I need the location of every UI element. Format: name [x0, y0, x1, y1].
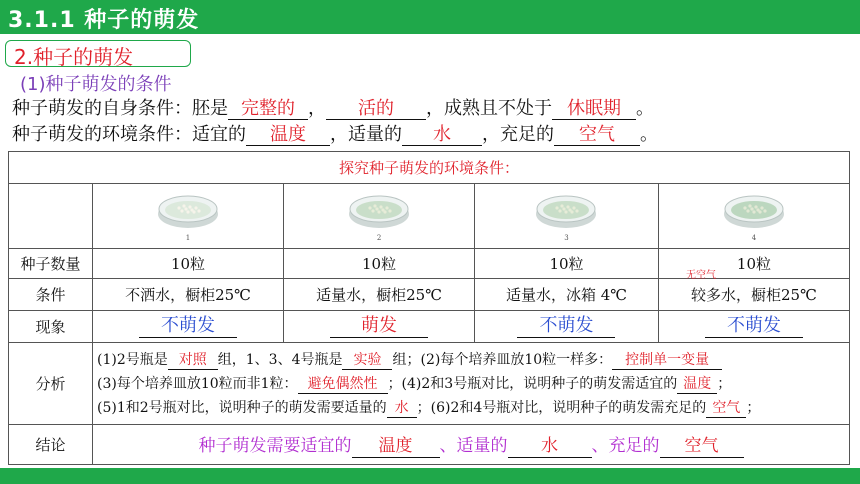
phenomenon-cell: [93, 311, 284, 343]
dish-number: 2: [376, 234, 382, 242]
env-condition-mid1: ，适量的: [330, 124, 402, 145]
phenomenon-value: 萌发: [330, 315, 428, 338]
sep: ，: [308, 98, 326, 119]
analysis-line-2: [97, 372, 845, 396]
section-title-box: [5, 40, 191, 67]
blank-conclusion-water: 水: [508, 435, 592, 458]
env-condition-end: 。: [640, 124, 658, 145]
blank-conclusion-air: 空气: [660, 435, 744, 458]
analysis-text: 组；(2)每个培养皿放10粒一样多：: [392, 351, 613, 368]
blank-air-2: 空气: [706, 399, 746, 418]
dish4-note: 无空气: [686, 270, 716, 281]
count-cell: 10粒: [284, 249, 475, 279]
phenomenon-value: 不萌发: [517, 315, 615, 338]
env-condition-prefix: 种子萌发的环境条件：适宜的: [12, 124, 246, 145]
condition-cell: 适量水，橱柜25℃: [284, 279, 475, 311]
condition-cell: 不洒水，橱柜25℃: [93, 279, 284, 311]
conclusion-part: 、适量的: [439, 436, 508, 456]
self-condition-end: 。: [636, 98, 654, 119]
blank-control: 对照: [168, 351, 218, 370]
blank-conclusion-temperature: 温度: [352, 435, 440, 458]
subtitle: (1)种子萌发的条件: [20, 74, 172, 95]
dish-cell-4: [658, 184, 849, 249]
row-label-condition: 条件: [9, 279, 93, 311]
dish-cell-1: [93, 184, 284, 249]
blank-water: 水: [402, 125, 482, 146]
analysis-text: (1)2号瓶是: [97, 351, 168, 368]
analysis-text: (3)每个培养皿放10粒而非1粒：: [97, 375, 298, 392]
analysis-cell: [93, 343, 850, 425]
conclusion-part: 种子萌发需要适宜的: [198, 436, 352, 456]
blank-water-2: 水: [387, 399, 417, 418]
analysis-line-3: [97, 396, 845, 420]
blank-experiment: 实验: [342, 351, 392, 370]
env-condition-line: [12, 120, 658, 146]
conclusion-text: [199, 436, 744, 456]
row-label-analysis: 分析: [9, 343, 93, 425]
analysis-text: ；: [746, 399, 761, 416]
row-label-conclusion: 结论: [9, 425, 93, 465]
footer-bar: [0, 468, 860, 484]
condition-cell: 适量水，冰箱 4℃: [475, 279, 659, 311]
self-condition-prefix: 种子萌发的自身条件：胚是: [12, 98, 228, 119]
petri-dish-icon: [535, 190, 597, 230]
phenomenon-cell: [658, 311, 849, 343]
blank-temperature: 温度: [246, 125, 330, 146]
blank-single-variable: 控制单一变量: [612, 351, 722, 370]
dish-cell-2: [284, 184, 475, 249]
phenomenon-cell: [475, 311, 659, 343]
analysis-line-1: [97, 348, 845, 372]
blank-alive: 活的: [326, 99, 426, 120]
analysis-text: 组，1、3、4号瓶是: [217, 351, 343, 368]
count-cell: 10粒: [93, 249, 284, 279]
dish-number: 3: [564, 234, 569, 242]
table-caption: 探究种子萌发的环境条件：: [9, 152, 850, 184]
self-condition-line: [12, 94, 654, 120]
phenomenon-value: 不萌发: [705, 315, 803, 338]
dish-number: 1: [185, 234, 191, 242]
petri-dish-icon: [348, 190, 410, 230]
petri-dish-icon: [723, 190, 785, 230]
petri-dish-icon: [157, 190, 219, 230]
analysis-text: ；: [717, 375, 732, 392]
analysis-text: (5)1和2号瓶对比，说明种子的萌发需要适量的: [97, 399, 387, 416]
empty-cell: [9, 184, 93, 249]
blank-temperature-2: 温度: [677, 375, 717, 394]
phenomenon-value: 不萌发: [139, 315, 237, 338]
analysis-text: ；(6)2和4号瓶对比，说明种子的萌发需充足的: [416, 399, 707, 416]
blank-air: 空气: [554, 125, 640, 146]
experiment-table: [8, 151, 850, 465]
section-title: 2.种子的萌发: [14, 45, 134, 69]
self-condition-mid: ，成熟且不处于: [426, 98, 552, 119]
row-label-count: 种子数量: [9, 249, 93, 279]
count-cell: 10粒: [475, 249, 659, 279]
conclusion-part: 、充足的: [591, 436, 660, 456]
blank-avoid-chance: 避免偶然性: [298, 375, 388, 394]
conclusion-cell: [93, 425, 850, 465]
count-cell: 10粒: [658, 249, 849, 279]
row-label-phenomenon: 现象: [9, 311, 93, 343]
dish-cell-3: [475, 184, 659, 249]
phenomenon-cell: [284, 311, 475, 343]
blank-dormancy: 休眠期: [552, 99, 636, 120]
blank-complete: 完整的: [228, 99, 308, 120]
header-bar: [0, 0, 860, 34]
condition-cell: 较多水，橱柜25℃: [658, 279, 849, 311]
env-condition-mid2: ，充足的: [482, 124, 554, 145]
dish-number: 4: [751, 234, 757, 242]
analysis-text: ；(4)2和3号瓶对比，说明种子的萌发需适宜的: [387, 375, 678, 392]
header-title: 3.1.1 种子的萌发: [8, 8, 200, 33]
